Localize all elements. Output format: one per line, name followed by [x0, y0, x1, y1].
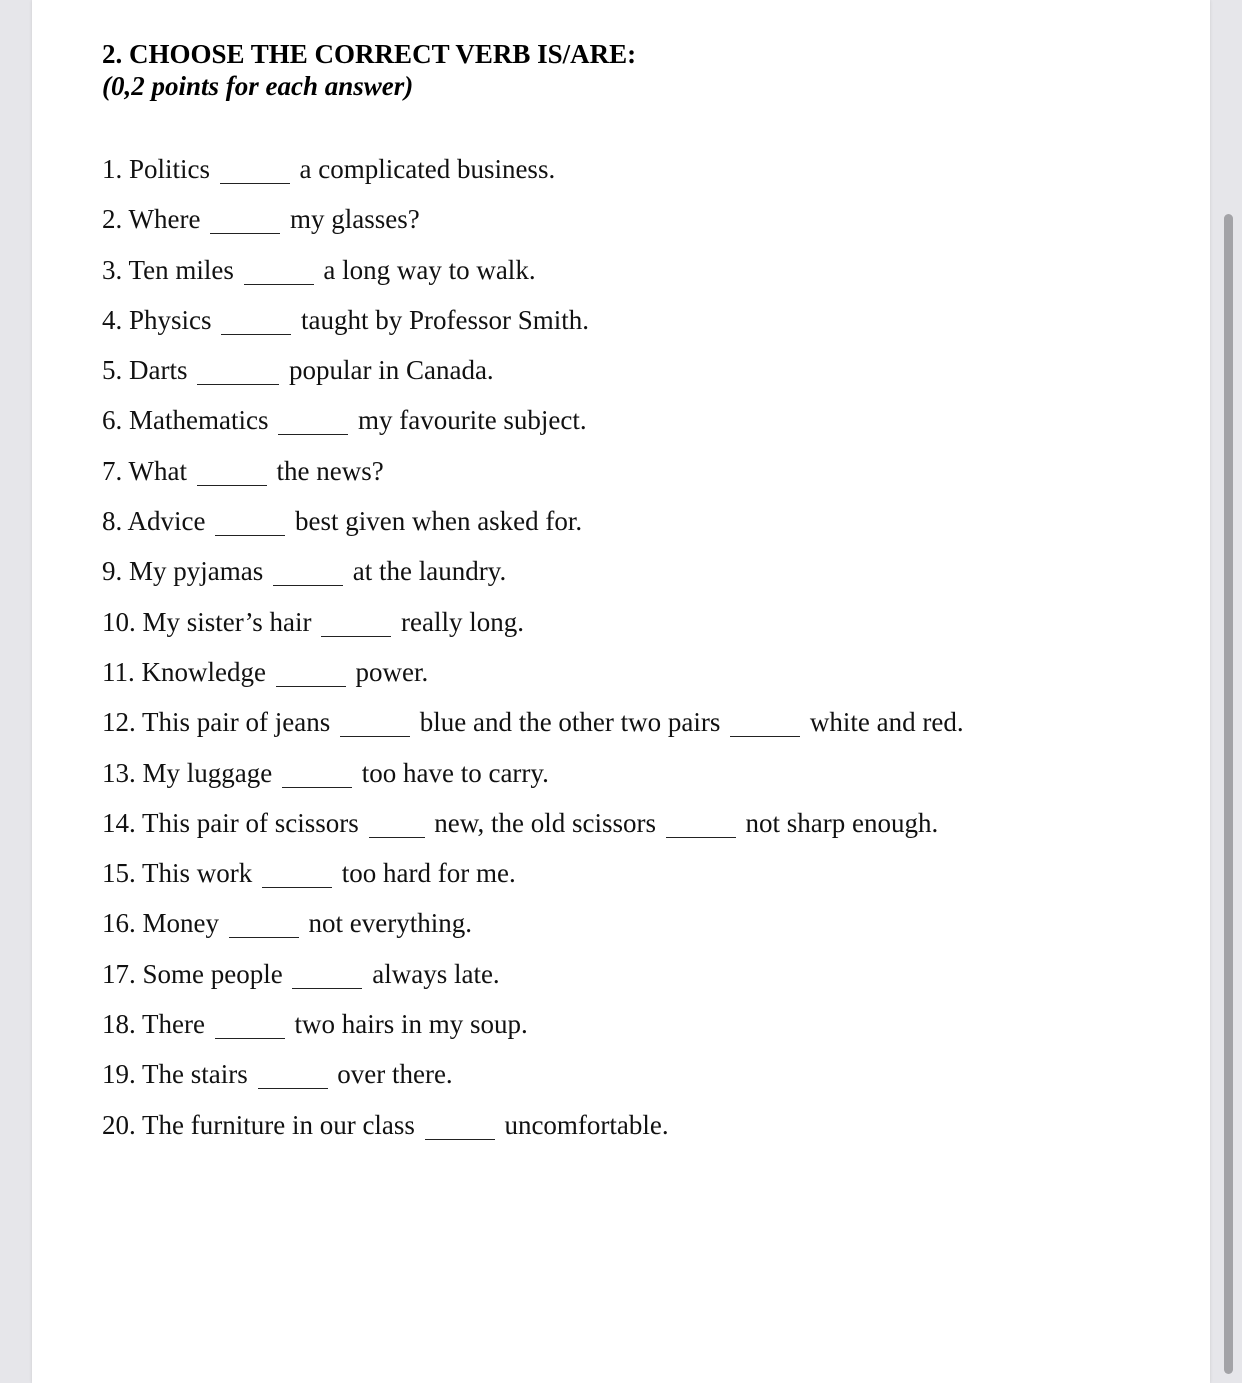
exercise-item: 19. The stairs over there.	[102, 1059, 453, 1090]
points-note: (0,2 points for each answer)	[102, 71, 414, 101]
exercise-item: 11. Knowledge power.	[102, 656, 429, 687]
answer-blank[interactable]	[321, 635, 391, 637]
answer-blank[interactable]	[197, 484, 267, 486]
answer-blank[interactable]	[425, 1138, 495, 1140]
exercise-item: 5. Darts popular in Canada.	[102, 355, 494, 386]
exercise-item: 10. My sister’s hair really long.	[102, 606, 524, 637]
answer-blank[interactable]	[273, 584, 343, 586]
answer-blank[interactable]	[220, 182, 290, 184]
answer-blank[interactable]	[244, 283, 314, 285]
answer-blank[interactable]	[210, 232, 280, 234]
answer-blank[interactable]	[258, 1087, 328, 1089]
scrollbar-thumb[interactable]	[1224, 214, 1233, 1374]
answer-blank[interactable]	[369, 836, 425, 838]
exercise-item: 15. This work too hard for me.	[102, 858, 516, 889]
exercise-item: 13. My luggage too have to carry.	[102, 757, 549, 788]
exercise-item: 7. What the news?	[102, 455, 384, 486]
exercise-item: 4. Physics taught by Professor Smith.	[102, 304, 590, 335]
exercise-item: 16. Money not everything.	[102, 908, 472, 939]
answer-blank[interactable]	[229, 936, 299, 938]
document-page	[32, 0, 1210, 1383]
answer-blank[interactable]	[278, 433, 348, 435]
answer-blank[interactable]	[292, 987, 362, 989]
answer-blank[interactable]	[215, 1037, 285, 1039]
answer-blank[interactable]	[215, 534, 285, 536]
answer-blank[interactable]	[262, 886, 332, 888]
exercise-item: 6. Mathematics my favourite subject.	[102, 405, 587, 436]
exercise-title: 2. CHOOSE THE CORRECT VERB IS/ARE:	[102, 39, 637, 69]
answer-blank[interactable]	[276, 685, 346, 687]
exercise-item: 8. Advice best given when asked for.	[102, 506, 583, 537]
answer-blank[interactable]	[730, 735, 800, 737]
answer-blank[interactable]	[666, 836, 736, 838]
answer-blank[interactable]	[197, 383, 279, 385]
exercise-item: 14. This pair of scissors new, the old scissors not sharp enough.	[102, 807, 939, 838]
exercise-item: 3. Ten miles a long way to walk.	[102, 254, 536, 285]
exercise-item: 18. There two hairs in my soup.	[102, 1009, 528, 1040]
exercise-list	[102, 153, 964, 1159]
exercise-item: 20. The furniture in our class uncomfortable.	[102, 1109, 669, 1140]
answer-blank[interactable]	[282, 786, 352, 788]
exercise-item: 2. Where my glasses?	[102, 204, 420, 235]
answer-blank[interactable]	[221, 333, 291, 335]
exercise-item: 9. My pyjamas at the laundry.	[102, 556, 507, 587]
answer-blank[interactable]	[340, 735, 410, 737]
exercise-item: 1. Politics a complicated business.	[102, 154, 556, 184]
exercise-item: 17. Some people always late.	[102, 958, 500, 989]
exercise-item: 12. This pair of jeans blue and the other two pairs white and red.	[102, 707, 964, 738]
